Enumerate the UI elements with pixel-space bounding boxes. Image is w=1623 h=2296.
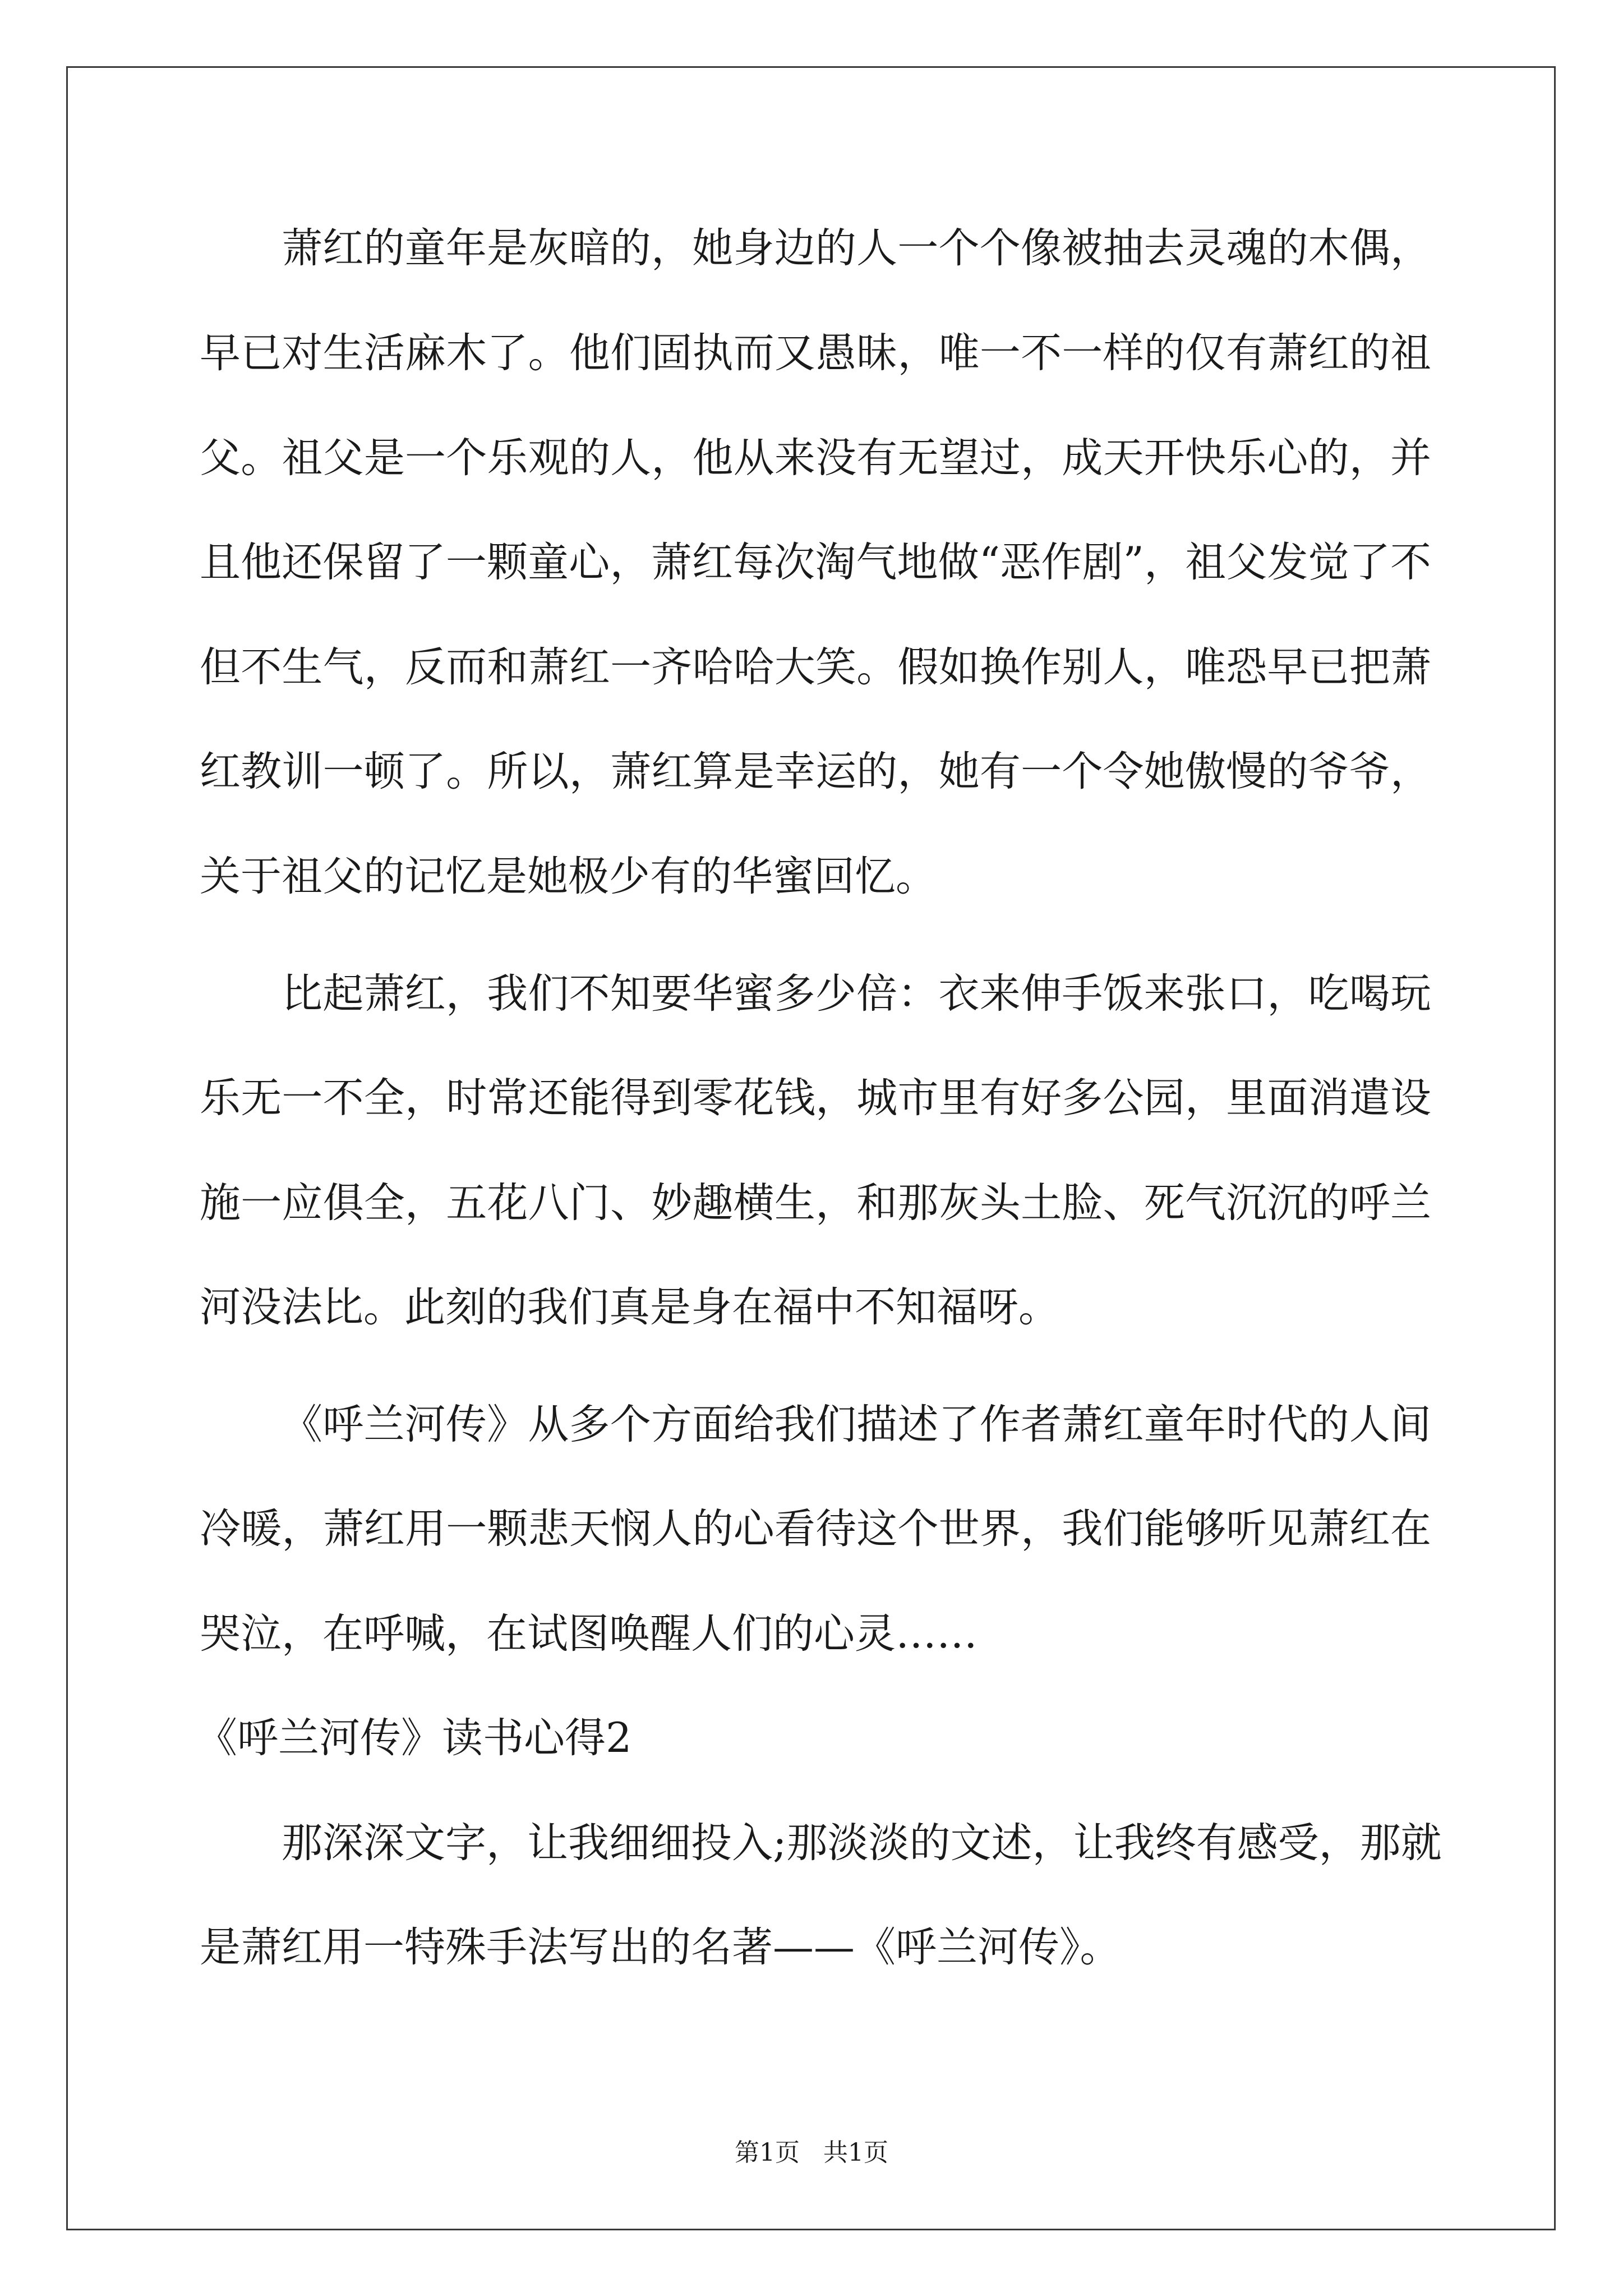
paragraph-2-line-2: 乐无一不全，时常还能得到零花钱，城市里有好多公园，里面消遣设 bbox=[200, 1074, 1431, 1122]
section-heading: 《呼兰河传》读书心得2 bbox=[196, 1714, 632, 1762]
paragraph-1-line-2: 早已对生活麻木了。他们固执而又愚昧，唯一不一样的仅有萧红的祖 bbox=[200, 329, 1431, 377]
paragraph-2-line-4: 河没法比。此刻的我们真是身在福中不知福呀。 bbox=[200, 1283, 1059, 1331]
paragraph-2-line-1: 比起萧红，我们不知要华蜜多少倍：衣来伸手饭来张口，吃喝玩 bbox=[282, 970, 1431, 1018]
paragraph-1-line-1: 萧红的童年是灰暗的，她身边的人一个个像被抽去灵魂的木偶， bbox=[282, 224, 1431, 272]
paragraph-1-line-4: 且他还保留了一颗童心，萧红每次淘气地做“恶作剧”，祖父发觉了不 bbox=[200, 539, 1431, 586]
paragraph-1-line-5: 但不生气，反而和萧红一齐哈哈大笑。假如换作别人，唯恐早已把萧 bbox=[200, 643, 1431, 691]
paragraph-4-line-1: 那深深文字，让我细细投入;那淡淡的文述，让我终有感受，那就 bbox=[282, 1819, 1442, 1867]
paragraph-2-line-3: 施一应俱全，五花八门、妙趣横生，和那灰头土脸、死气沉沉的呼兰 bbox=[200, 1179, 1431, 1227]
paragraph-1-line-3: 父。祖父是一个乐观的人，他从来没有无望过，成天开快乐心的，并 bbox=[200, 434, 1431, 482]
page-footer bbox=[0, 2136, 1623, 2170]
paragraph-4-line-2: 是萧红用一特殊手法写出的名著——《呼兰河传》。 bbox=[200, 1924, 1121, 1971]
page-total: 共1页 bbox=[823, 2138, 888, 2167]
page-border bbox=[66, 66, 1556, 2230]
paragraph-3-line-1: 《呼兰河传》从多个方面给我们描述了作者萧红童年时代的人间 bbox=[282, 1401, 1431, 1448]
paragraph-1-line-6: 红教训一顿了。所以，萧红算是幸运的，她有一个令她傲慢的爷爷， bbox=[200, 748, 1431, 795]
page-number: 第1页 bbox=[735, 2138, 800, 2167]
paragraph-3-line-3: 哭泣，在呼喊，在试图唤醒人们的心灵…… bbox=[200, 1610, 978, 1658]
paragraph-1-line-7: 关于祖父的记忆是她极少有的华蜜回忆。 bbox=[200, 853, 937, 900]
paragraph-3-line-2: 冷暖，萧红用一颗悲天悯人的心看待这个世界，我们能够听见萧红在 bbox=[200, 1505, 1431, 1553]
